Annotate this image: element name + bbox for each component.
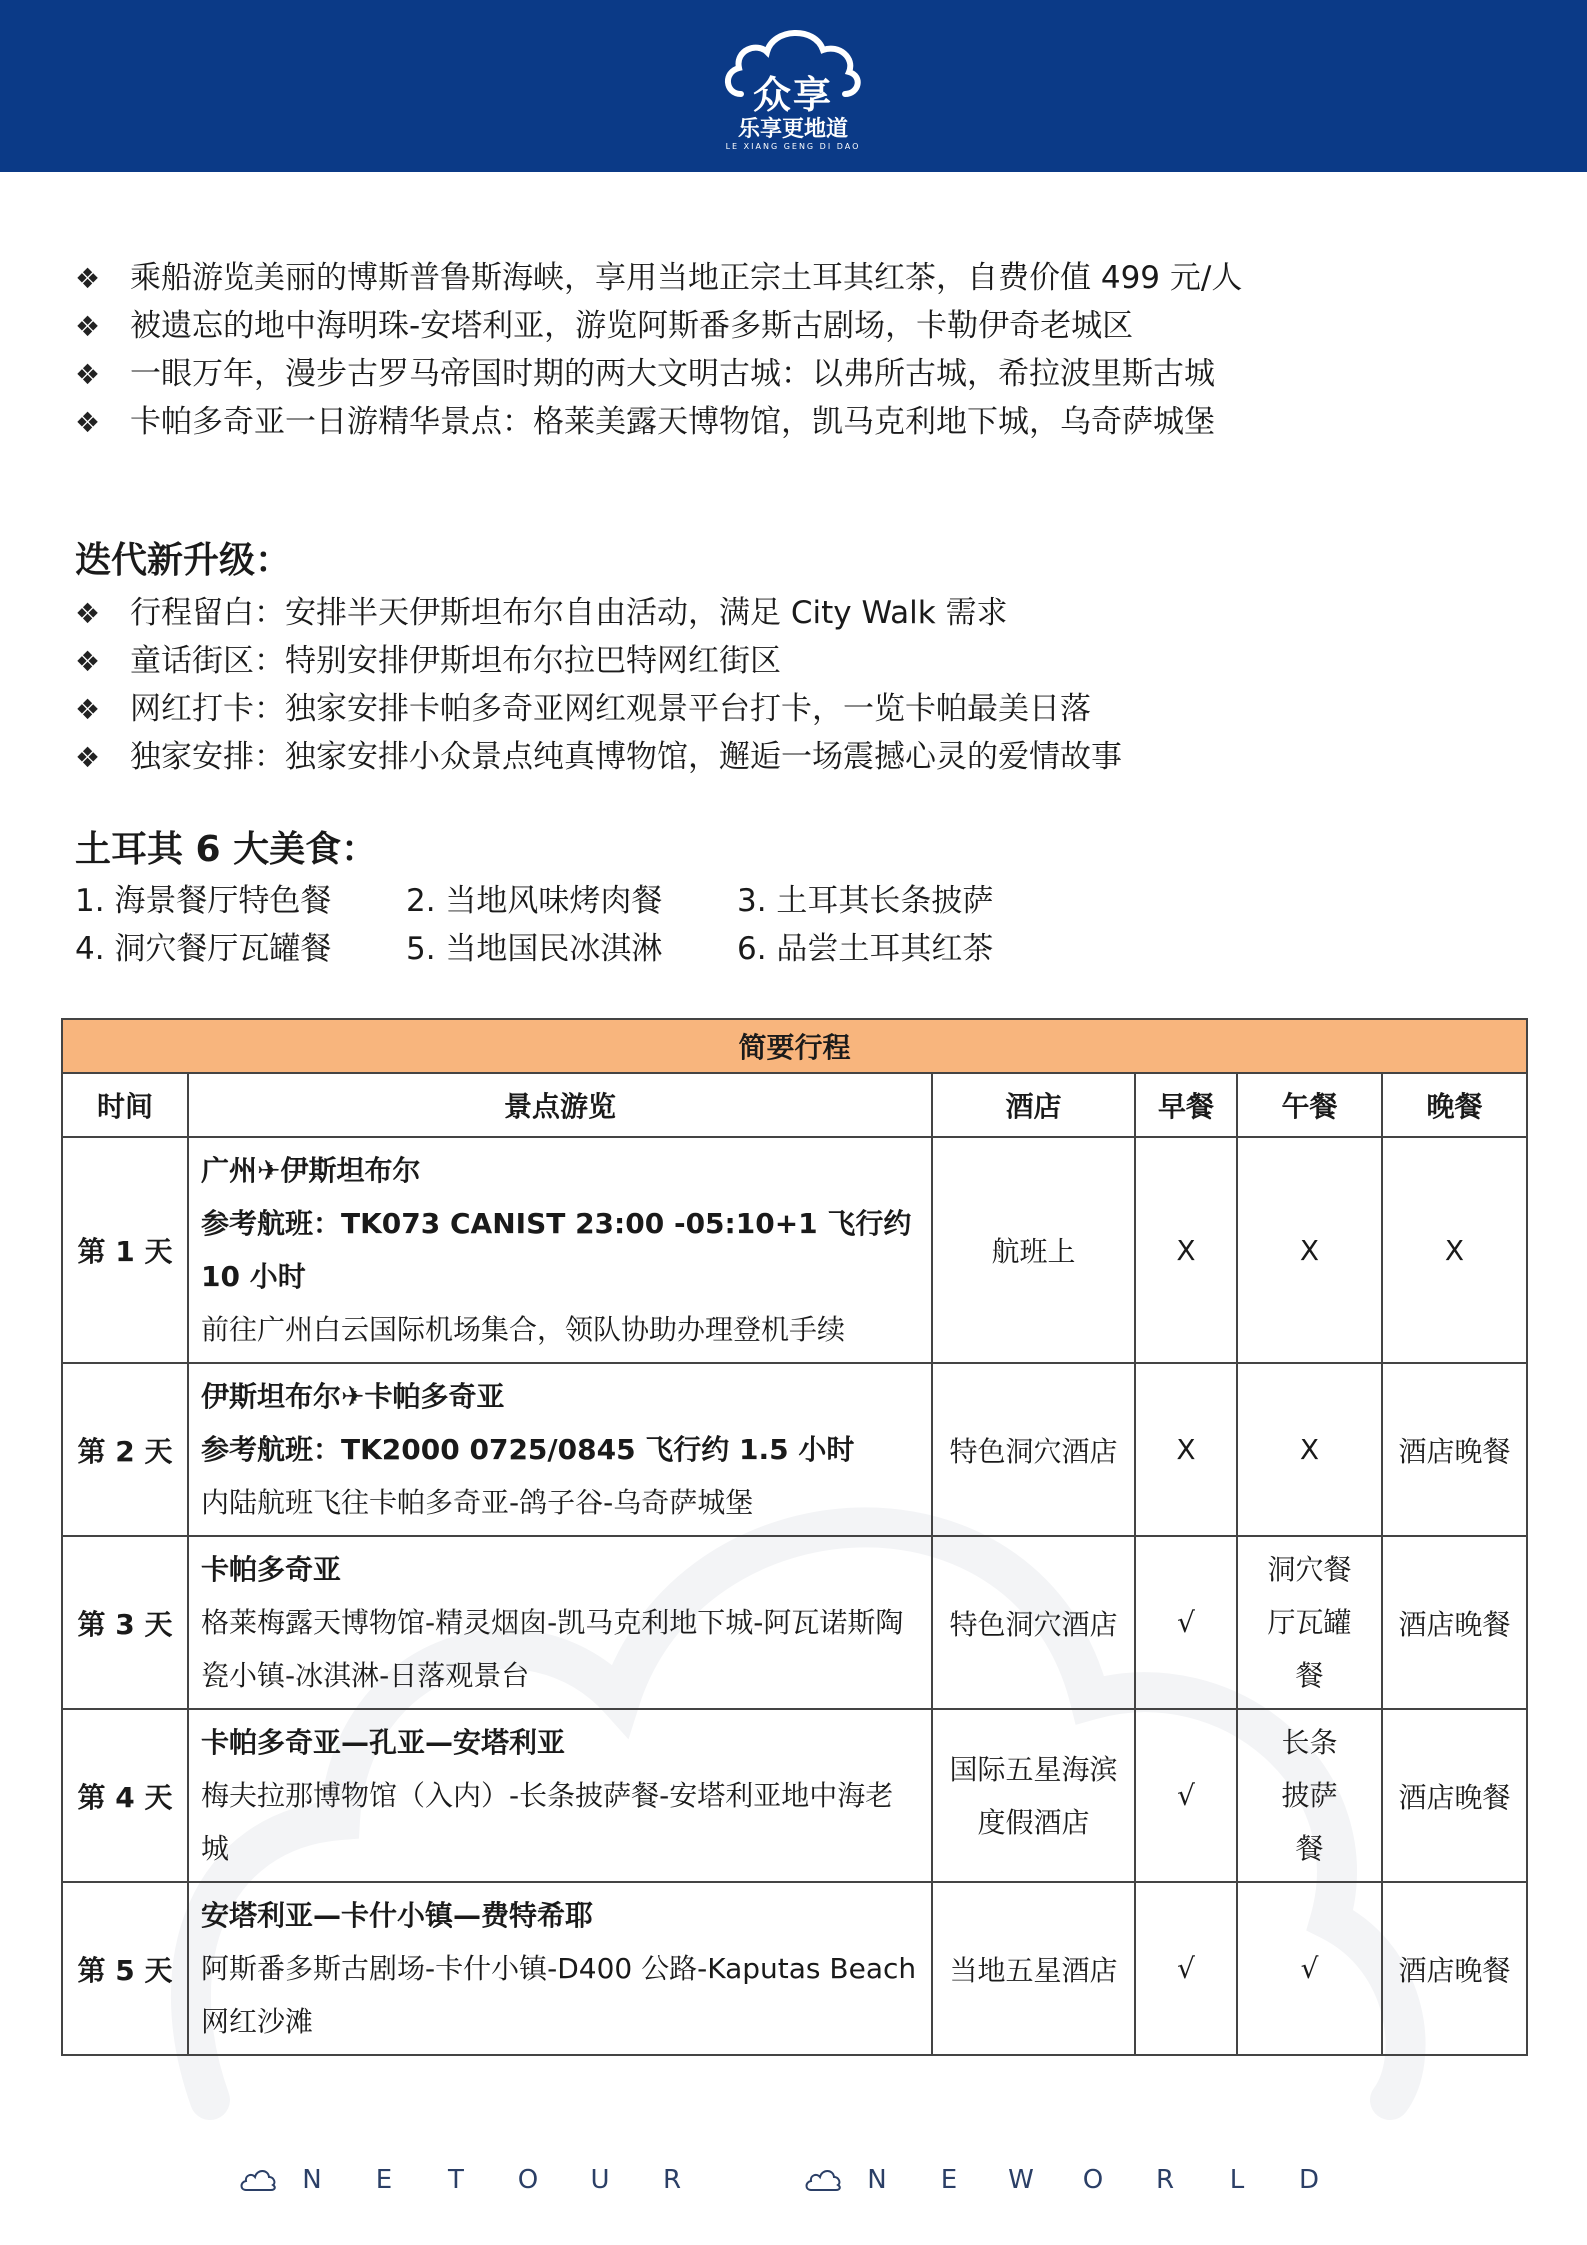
diamond-bullet-icon: ❖: [75, 645, 101, 678]
breakfast-cell: √: [1135, 1536, 1237, 1709]
hotel-cell: 航班上: [932, 1137, 1135, 1363]
list-item: ❖ 网红打卡：独家安排卡帕多奇亚网红观景平台打卡，一览卡帕最美日落: [75, 685, 1122, 733]
table-row: [62, 1882, 1527, 2055]
column-header: 酒店: [932, 1073, 1135, 1137]
list-item: ❖ 乘船游览美丽的博斯普鲁斯海峡，享用当地正宗土耳其红茶，自费价值 499 元/人: [75, 254, 1242, 302]
food-list: [75, 877, 1068, 973]
dinner-cell: 酒店晚餐: [1382, 1709, 1527, 1882]
route-title: 卡帕多奇亚—孔亚—安塔利亚: [201, 1726, 566, 1759]
column-header: 晚餐: [1382, 1073, 1527, 1137]
dinner-cell: 酒店晚餐: [1382, 1536, 1527, 1709]
hotel-cell: 当地五星酒店: [932, 1882, 1135, 2055]
list-item: ❖ 一眼万年，漫步古罗马帝国时期的两大文明古城：以弗所古城，希拉波里斯古城: [75, 350, 1242, 398]
upgrade-list: [75, 589, 1122, 781]
breakfast-cell: √: [1135, 1709, 1237, 1882]
hotel-cell: 特色洞穴酒店: [932, 1536, 1135, 1709]
breakfast-cell: X: [1135, 1363, 1237, 1536]
diamond-bullet-icon: ❖: [75, 406, 101, 439]
diamond-bullet-icon: ❖: [75, 741, 101, 774]
cloud-icon: [805, 2168, 841, 2194]
day-schedule: [188, 1709, 932, 1882]
diamond-bullet-icon: ❖: [75, 597, 101, 630]
brand-name: 众享: [752, 73, 833, 117]
column-header: 早餐: [1135, 1073, 1237, 1137]
food-title: 土耳其 6 大美食：: [75, 829, 378, 870]
footer-neworld: N E W O R L D: [805, 2160, 1345, 2200]
food-item: 3. 土耳其长条披萨: [737, 883, 994, 919]
list-item: ❖ 独家安排：独家安排小众景点纯真博物馆，邂逅一场震撼心灵的爱情故事: [75, 733, 1122, 781]
list-item: ❖ 被遗忘的地中海明珠-安塔利亚，游览阿斯番多斯古剧场，卡勒伊奇老城区: [75, 302, 1242, 350]
day-description: 前往广州白云国际机场集合，领队协助办理登机手续: [201, 1313, 846, 1346]
day-description: 梅夫拉那博物馆（入内）-长条披萨餐-安塔利亚地中海老城: [201, 1779, 894, 1865]
hotel-cell: 特色洞穴酒店: [932, 1363, 1135, 1536]
header-banner: [0, 0, 1587, 172]
table-caption: 简要行程: [62, 1019, 1527, 1073]
day-schedule: [188, 1536, 932, 1709]
lunch-cell: 长条披萨餐: [1237, 1709, 1382, 1882]
brand-slogan: 乐享更地道: [737, 117, 848, 142]
itinerary-table: [61, 1018, 1528, 2056]
column-header: 景点游览: [188, 1073, 932, 1137]
table-header-row: [62, 1073, 1527, 1137]
breakfast-cell: √: [1135, 1882, 1237, 2055]
column-header: 午餐: [1237, 1073, 1382, 1137]
day-schedule: [188, 1137, 932, 1363]
diamond-bullet-icon: ❖: [75, 310, 101, 343]
list-item: ❖ 童话街区：特别安排伊斯坦布尔拉巴特网红街区: [75, 637, 1122, 685]
upgrade-title: 迭代新升级：: [75, 540, 292, 581]
cloud-icon: [240, 2168, 276, 2194]
lunch-cell: X: [1237, 1363, 1382, 1536]
footer: [0, 2160, 1587, 2200]
hotel-cell: 国际五星海滨度假酒店: [932, 1709, 1135, 1882]
route-title: 伊斯坦布尔✈卡帕多奇亚: [201, 1380, 505, 1413]
table-row: [62, 1536, 1527, 1709]
table-row: [62, 1709, 1527, 1882]
route-title: 安塔利亚—卡什小镇—费特希耶: [201, 1899, 594, 1932]
route-title: 卡帕多奇亚: [201, 1553, 342, 1586]
day-schedule: [188, 1363, 932, 1536]
day-label: 第 2 天: [62, 1363, 188, 1536]
list-item: ❖ 行程留白：安排半天伊斯坦布尔自由活动，满足 City Walk 需求: [75, 589, 1122, 637]
footer-onetour: N E T O U R: [240, 2160, 708, 2200]
food-item: 2. 当地风味烤肉餐: [406, 883, 663, 919]
food-item: 4. 洞穴餐厅瓦罐餐: [75, 931, 332, 967]
brand-logo: [703, 22, 883, 154]
table-row: [62, 1137, 1527, 1363]
table-row: [62, 1363, 1527, 1536]
day-schedule: [188, 1882, 932, 2055]
route-title: 广州✈伊斯坦布尔: [201, 1154, 421, 1187]
list-item: ❖ 卡帕多奇亚一日游精华景点：格莱美露天博物馆，凯马克利地下城，乌奇萨城堡: [75, 398, 1242, 446]
day-label: 第 3 天: [62, 1536, 188, 1709]
dinner-cell: 酒店晚餐: [1382, 1882, 1527, 2055]
flight-info: 参考航班：TK073 CANIST 23:00 -05:10+1 飞行约 10 小时: [201, 1207, 912, 1293]
highlights-list: [75, 254, 1242, 446]
day-label: 第 5 天: [62, 1882, 188, 2055]
column-header: 时间: [62, 1073, 188, 1137]
day-label: 第 4 天: [62, 1709, 188, 1882]
food-item: 1. 海景餐厅特色餐: [75, 883, 332, 919]
flight-info: 参考航班：TK2000 0725/0845 飞行约 1.5 小时: [201, 1433, 855, 1466]
lunch-cell: 洞穴餐厅瓦罐餐: [1237, 1536, 1382, 1709]
breakfast-cell: X: [1135, 1137, 1237, 1363]
day-description: 格莱梅露天博物馆-精灵烟囱-凯马克利地下城-阿瓦诺斯陶瓷小镇-冰淇淋-日落观景台: [201, 1606, 904, 1692]
dinner-cell: 酒店晚餐: [1382, 1363, 1527, 1536]
lunch-cell: √: [1237, 1882, 1382, 2055]
day-description: 阿斯番多斯古剧场-卡什小镇-D400 公路-Kaputas Beach 网红沙滩: [201, 1952, 917, 2038]
brand-pinyin: LE XIANG GENG DI DAO: [725, 142, 861, 151]
diamond-bullet-icon: ❖: [75, 693, 101, 726]
food-item: 5. 当地国民冰淇淋: [406, 931, 663, 967]
diamond-bullet-icon: ❖: [75, 358, 101, 391]
day-description: 内陆航班飞往卡帕多奇亚-鸽子谷-乌奇萨城堡: [201, 1486, 754, 1519]
diamond-bullet-icon: ❖: [75, 262, 101, 295]
lunch-cell: X: [1237, 1137, 1382, 1363]
day-label: 第 1 天: [62, 1137, 188, 1363]
food-item: 6. 品尝土耳其红茶: [737, 931, 994, 967]
dinner-cell: X: [1382, 1137, 1527, 1363]
